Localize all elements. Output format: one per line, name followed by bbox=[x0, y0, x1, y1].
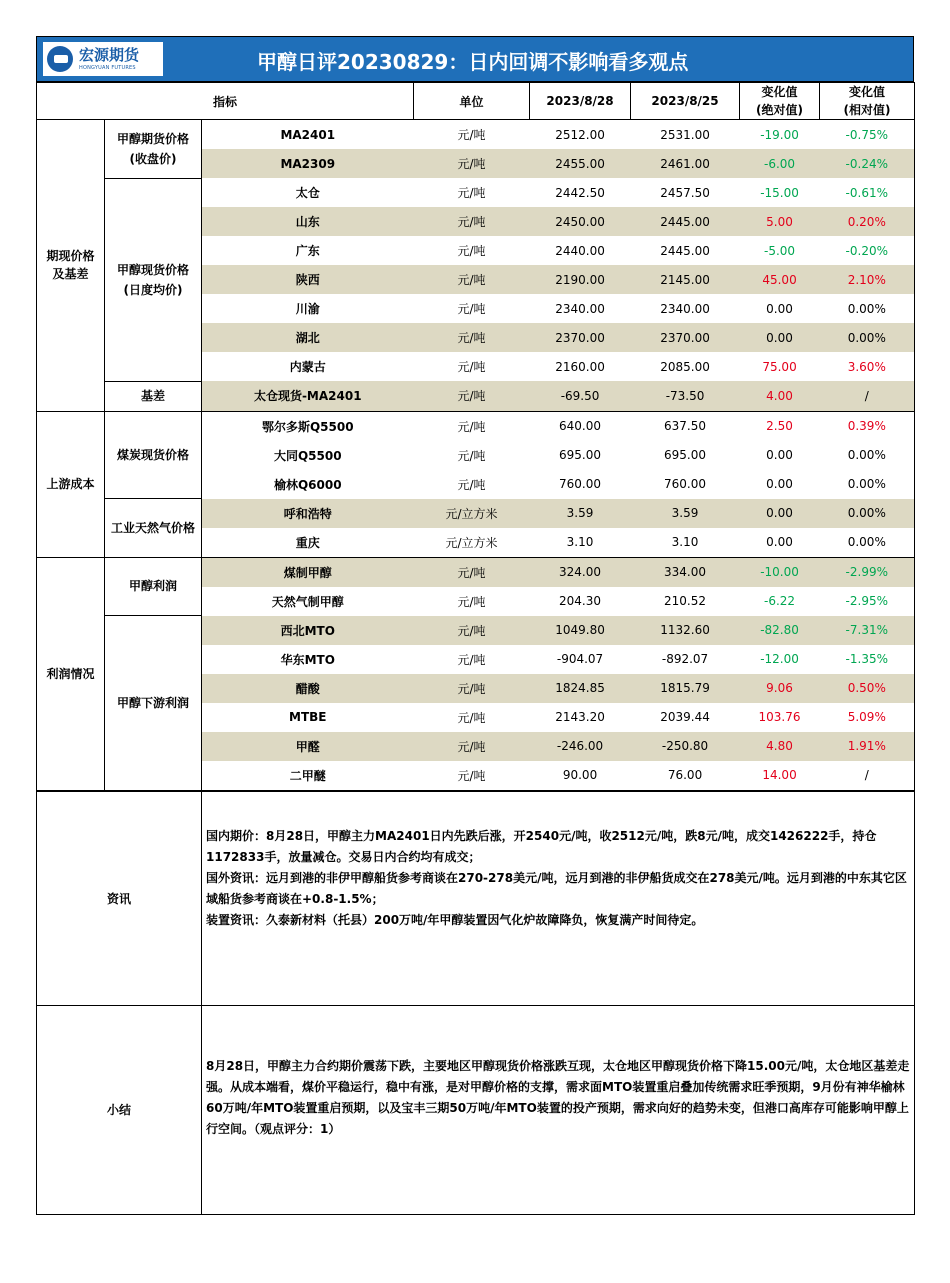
row-d1: 2450.00 bbox=[530, 207, 631, 236]
subgroup-methanol-profit: 甲醇利润 bbox=[105, 557, 202, 616]
row-d1: 204.30 bbox=[559, 594, 602, 608]
row-item: MA2309 bbox=[202, 149, 414, 178]
row-item: 湖北 bbox=[202, 323, 414, 352]
row-item: 呼和浩特 bbox=[202, 499, 414, 528]
row-abs: -12.00 bbox=[760, 652, 799, 666]
row-abs: -10.00 bbox=[740, 557, 820, 587]
row-abs: -19.00 bbox=[760, 127, 799, 142]
row-unit: 元/吨 bbox=[457, 128, 486, 142]
summary-label: 小结 bbox=[37, 1005, 202, 1214]
row-rel: 0.20% bbox=[820, 207, 915, 236]
subgroup-spot-line2: (日度均价) bbox=[123, 282, 183, 297]
row-d1: -69.50 bbox=[530, 381, 631, 411]
row-item: 陕西 bbox=[202, 265, 414, 294]
table-row bbox=[37, 411, 915, 441]
row-d1: 2440.00 bbox=[555, 243, 605, 258]
row-d1: 2190.00 bbox=[530, 265, 631, 294]
subgroup-basis: 基差 bbox=[105, 381, 202, 411]
row-abs: 9.06 bbox=[740, 674, 820, 703]
row-rel: -0.20% bbox=[820, 236, 915, 265]
row-unit: 元/吨 bbox=[414, 323, 530, 352]
subgroup-futures-line1: 甲醇期货价格 bbox=[116, 131, 189, 146]
row-abs: -82.80 bbox=[740, 616, 820, 645]
row-item: 天然气制甲醇 bbox=[271, 594, 344, 609]
row-d2: 2370.00 bbox=[631, 323, 740, 352]
row-rel: 5.09% bbox=[820, 703, 915, 732]
subgroup-futures-price bbox=[105, 120, 202, 179]
row-item: 西北MTO bbox=[202, 616, 414, 645]
row-abs: 4.80 bbox=[740, 732, 820, 761]
header-abs-line2: (绝对值) bbox=[756, 103, 804, 117]
row-d2: 2340.00 bbox=[660, 301, 710, 316]
table-row bbox=[37, 178, 915, 207]
row-abs: 0.00 bbox=[740, 323, 820, 352]
table-header-row bbox=[37, 83, 915, 120]
row-d2: 2039.44 bbox=[660, 710, 710, 724]
header-rel-change bbox=[820, 83, 915, 120]
row-rel: 0.00% bbox=[820, 528, 915, 558]
row-d1: 2512.00 bbox=[555, 127, 605, 142]
row-unit: 元/吨 bbox=[414, 207, 530, 236]
row-rel: -7.31% bbox=[820, 616, 915, 645]
row-rel: 0.50% bbox=[820, 674, 915, 703]
row-abs: -6.00 bbox=[740, 149, 820, 178]
row-unit: 元/吨 bbox=[414, 616, 530, 645]
row-d2: 2457.50 bbox=[660, 185, 710, 200]
row-abs: -5.00 bbox=[764, 243, 796, 258]
row-rel: 0.39% bbox=[820, 411, 915, 441]
row-d1: 90.00 bbox=[530, 761, 631, 791]
row-d2: -250.80 bbox=[631, 732, 740, 761]
row-unit: 元/吨 bbox=[457, 244, 486, 258]
row-d2: -892.07 bbox=[661, 652, 709, 666]
row-rel: / bbox=[820, 381, 915, 411]
header-date2: 2023/8/25 bbox=[631, 83, 740, 120]
subgroup-coal-price: 煤炭现货价格 bbox=[105, 411, 202, 499]
summary-text: 8月28日，甲醇主力合约期价震荡下跌，主要地区甲醇现货价格涨跌互现，太仓地区甲醇现货价格下降15.00元/吨，太仓地区基差走强。从成本端看，煤价平稳运行，稳中有涨，是对甲醇价格的支撑，需求面MTO装置重启叠加传统需求旺季预期，9月份有神华榆林60万吨/年MTO装置重启预期，以及宝丰三期50万吨/年MTO装置的投产预期，需求向好的趋势未变，但港口高库存可能影响甲醇上行空间。（观点评分：1） bbox=[206, 1058, 910, 1136]
row-d1: 1824.85 bbox=[530, 674, 631, 703]
subgroup-downstream-profit: 甲醇下游利润 bbox=[105, 616, 202, 791]
header-rel-line2: (相对值) bbox=[843, 103, 891, 117]
row-unit: 元/吨 bbox=[457, 360, 486, 374]
row-unit: 元/吨 bbox=[414, 732, 530, 761]
row-item: 广东 bbox=[295, 244, 320, 258]
header-abs-change bbox=[740, 83, 820, 120]
row-item: 内蒙古 bbox=[289, 360, 326, 374]
row-rel: -1.35% bbox=[820, 645, 915, 674]
row-item: 煤制甲醇 bbox=[202, 557, 414, 587]
section-price-basis bbox=[37, 120, 105, 412]
row-unit: 元/吨 bbox=[457, 594, 486, 609]
row-unit: 元/吨 bbox=[457, 302, 486, 316]
row-d2: 1132.60 bbox=[631, 616, 740, 645]
row-d2: 695.00 bbox=[664, 448, 707, 462]
row-d2: 210.52 bbox=[664, 594, 707, 608]
row-unit: 元/吨 bbox=[414, 761, 530, 791]
row-unit: 元/吨 bbox=[414, 557, 530, 587]
row-rel: 2.10% bbox=[820, 265, 915, 294]
commentary-table bbox=[36, 791, 915, 1215]
news-label: 资讯 bbox=[37, 791, 202, 1005]
row-rel: 0.00% bbox=[820, 499, 915, 528]
row-d1: 2160.00 bbox=[555, 359, 605, 374]
summary-row bbox=[37, 1005, 915, 1214]
header-abs-line1: 变化值 bbox=[761, 85, 798, 99]
row-d2: 2531.00 bbox=[660, 127, 710, 142]
news-body bbox=[202, 791, 915, 1005]
row-abs: 2.50 bbox=[766, 419, 793, 433]
row-item: 川渝 bbox=[295, 302, 320, 316]
row-rel: -0.61% bbox=[820, 178, 915, 207]
row-d2: 76.00 bbox=[631, 761, 740, 791]
row-rel: 3.60% bbox=[820, 352, 915, 381]
row-d2: 760.00 bbox=[664, 477, 707, 491]
row-unit: 元/吨 bbox=[414, 149, 530, 178]
table-row bbox=[37, 616, 915, 645]
logo-mark-icon bbox=[47, 46, 73, 72]
row-rel: 0.00% bbox=[820, 470, 915, 499]
row-unit: 元/吨 bbox=[414, 265, 530, 294]
row-unit: 元/吨 bbox=[414, 381, 530, 411]
news-domestic-futures: 国内期价：8月28日，甲醇主力MA2401日内先跌后涨，开2540元/吨，收2512元/吨，跌8元/吨，成交1426222手，持仓1172833手，放量减仓。交易日内合约均有成交； bbox=[206, 828, 877, 864]
row-abs: 75.00 bbox=[762, 359, 797, 374]
row-unit: 元/吨 bbox=[414, 674, 530, 703]
row-unit: 元/吨 bbox=[457, 477, 486, 492]
row-rel: -0.24% bbox=[820, 149, 915, 178]
company-logo bbox=[43, 42, 163, 76]
row-unit: 元/吨 bbox=[457, 419, 486, 434]
row-item: MA2401 bbox=[280, 127, 336, 142]
row-d1: 324.00 bbox=[530, 557, 631, 587]
news-plant: 装置资讯：久泰新材料（托县）200万吨/年甲醇装置因气化炉故障降负，恢复满产时间待定。 bbox=[206, 912, 704, 927]
table-row bbox=[37, 381, 915, 411]
row-abs: 14.00 bbox=[740, 761, 820, 791]
report-title: 甲醇日评20230829：日内回调不影响看多观点 bbox=[257, 50, 689, 74]
row-abs: 103.76 bbox=[758, 710, 801, 724]
row-item: 甲醛 bbox=[202, 732, 414, 761]
row-d1: 3.59 bbox=[530, 499, 631, 528]
section-upstream-cost: 上游成本 bbox=[37, 411, 105, 557]
row-d1: -904.07 bbox=[556, 652, 604, 666]
news-row bbox=[37, 791, 915, 1005]
row-d1: 695.00 bbox=[559, 448, 602, 462]
title-banner bbox=[36, 36, 914, 82]
row-d2: 2445.00 bbox=[660, 243, 710, 258]
row-item: 华东MTO bbox=[280, 652, 335, 667]
row-rel: 0.00% bbox=[820, 294, 915, 323]
subgroup-gas-price: 工业天然气价格 bbox=[105, 499, 202, 558]
row-d1: 1049.80 bbox=[530, 616, 631, 645]
row-d1: 760.00 bbox=[559, 477, 602, 491]
subgroup-spot-line1: 甲醇现货价格 bbox=[116, 262, 189, 277]
row-item: 二甲醚 bbox=[202, 761, 414, 791]
subgroup-spot-price bbox=[105, 178, 202, 381]
subgroup-futures-line2: (收盘价) bbox=[129, 151, 177, 166]
row-d2: -73.50 bbox=[631, 381, 740, 411]
table-row bbox=[37, 557, 915, 587]
section-price-basis-line2: 及基差 bbox=[52, 267, 89, 282]
logo-cn-text: 宏源期货 bbox=[79, 45, 140, 64]
row-item: MTBE bbox=[289, 710, 327, 724]
summary-body bbox=[202, 1005, 915, 1214]
row-item: 榆林Q6000 bbox=[273, 477, 342, 492]
row-unit: 元/吨 bbox=[457, 652, 486, 667]
row-d1: 3.10 bbox=[530, 528, 631, 558]
row-item: 醋酸 bbox=[202, 674, 414, 703]
row-abs: 0.00 bbox=[740, 528, 820, 558]
row-d2: 2145.00 bbox=[631, 265, 740, 294]
row-item: 大同Q5500 bbox=[273, 448, 342, 463]
header-unit: 单位 bbox=[414, 83, 530, 120]
row-d1: 2370.00 bbox=[530, 323, 631, 352]
row-d2: 2461.00 bbox=[631, 149, 740, 178]
row-abs: 4.00 bbox=[740, 381, 820, 411]
row-d1: 2455.00 bbox=[530, 149, 631, 178]
header-date1: 2023/8/28 bbox=[530, 83, 631, 120]
row-rel: -2.95% bbox=[820, 587, 915, 616]
row-d1: 2143.20 bbox=[555, 710, 605, 724]
row-d2: 3.10 bbox=[631, 528, 740, 558]
row-item: 山东 bbox=[202, 207, 414, 236]
row-d2: 637.50 bbox=[664, 419, 707, 433]
row-d1: 640.00 bbox=[559, 419, 602, 433]
row-abs: 5.00 bbox=[740, 207, 820, 236]
row-unit: 元/立方米 bbox=[414, 499, 530, 528]
row-item: 太仓 bbox=[295, 186, 320, 200]
row-rel: -0.75% bbox=[820, 120, 915, 150]
row-item: 重庆 bbox=[202, 528, 414, 558]
row-d1: -246.00 bbox=[530, 732, 631, 761]
row-abs: 0.00 bbox=[740, 499, 820, 528]
row-unit: 元/吨 bbox=[457, 710, 486, 725]
row-d2: 3.59 bbox=[631, 499, 740, 528]
section-profit: 利润情况 bbox=[37, 557, 105, 790]
row-unit: 元/吨 bbox=[457, 186, 486, 200]
indicator-table bbox=[36, 82, 915, 791]
row-rel: 0.00% bbox=[820, 323, 915, 352]
row-d2: 2085.00 bbox=[660, 359, 710, 374]
header-indicator: 指标 bbox=[37, 83, 414, 120]
news-overseas: 国外资讯：远月到港的非伊甲醇船货参考商谈在270-278美元/吨，远月到港的非伊船货成交在278美元/吨。远月到港的中东其它区域船货参考商谈在+0.8-1.5%； bbox=[206, 870, 907, 906]
row-d1: 2340.00 bbox=[555, 301, 605, 316]
row-rel: 1.91% bbox=[820, 732, 915, 761]
row-abs: 45.00 bbox=[740, 265, 820, 294]
row-unit: 元/立方米 bbox=[414, 528, 530, 558]
row-d2: 2445.00 bbox=[631, 207, 740, 236]
row-rel: 0.00% bbox=[820, 441, 915, 470]
section-price-basis-line1: 期现价格 bbox=[46, 249, 95, 264]
row-rel: / bbox=[820, 761, 915, 791]
report-sheet bbox=[36, 36, 914, 1215]
row-abs: -6.22 bbox=[764, 594, 796, 608]
row-abs: 0.00 bbox=[766, 301, 793, 316]
row-item: 鄂尔多斯Q5500 bbox=[261, 419, 354, 434]
row-d2: 334.00 bbox=[631, 557, 740, 587]
row-abs: 0.00 bbox=[766, 477, 793, 491]
table-row bbox=[37, 120, 915, 150]
row-abs: -15.00 bbox=[760, 185, 799, 200]
row-rel: -2.99% bbox=[820, 557, 915, 587]
table-row bbox=[37, 499, 915, 528]
header-rel-line1: 变化值 bbox=[849, 85, 886, 99]
logo-en-text: HONGYUAN FUTURES bbox=[79, 64, 136, 71]
row-item: 太仓现货-MA2401 bbox=[202, 381, 414, 411]
row-d1: 2442.50 bbox=[555, 185, 605, 200]
row-abs: 0.00 bbox=[766, 448, 793, 462]
row-unit: 元/吨 bbox=[457, 448, 486, 463]
row-d2: 1815.79 bbox=[631, 674, 740, 703]
